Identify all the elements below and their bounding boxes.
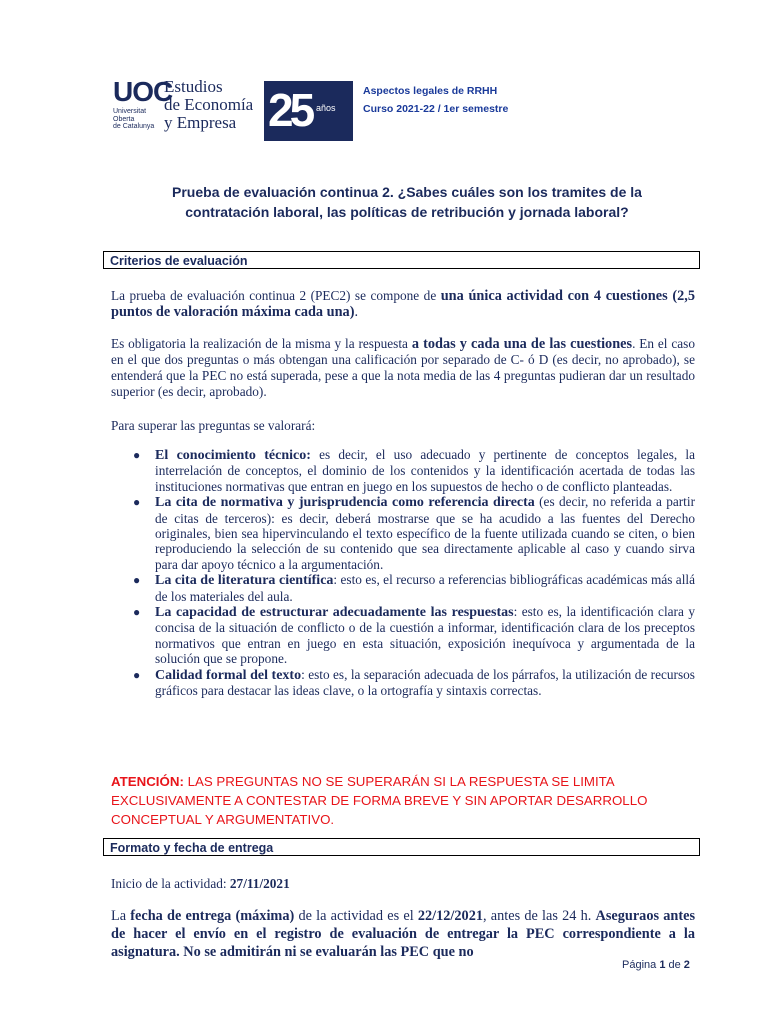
uoc-logo-mark: UOC xyxy=(113,76,173,107)
warning-text: LAS PREGUNTAS NO SE SUPERARÁN SI LA RESPUESTA SE LIMITA EXCLUSIVAMENTE A CONTESTAR DE FORMA BREVE Y SIN APORTAR DESARROLLO CONCEPTUAL Y ARGUMENTATIVO. xyxy=(111,774,648,827)
paragraph-due-date: La fecha de entrega (máxima) de la actividad es el 22/12/2021, antes de las 24 h. Aseguraos antes de hacer el envío en el registro de evaluación de entregar la PEC correspondiente a la asignatura. No se admitirán ni se evaluarán las PEC que no xyxy=(111,908,696,960)
course-term: Curso 2021-22 / 1er semestre xyxy=(363,103,509,115)
warning-label: ATENCIÓN: xyxy=(111,774,184,789)
paragraph-intro: La prueba de evaluación continua 2 (PEC2) se compone de una única actividad con 4 cuestiones (2,5 puntos de valoración máxima cada una). xyxy=(111,288,695,320)
section-heading-format: Formato y fecha de entrega xyxy=(103,838,700,856)
list-item: ● La capacidad de estructurar adecuadamente las respuestas: esto es, la identificación clara y concisa de la situación de conflicto o de la cuestión a informar, identificación clara de los preceptos normativos que entran en juego en esta situación, exposición inequívoca y argumentada de la solución que se propone. xyxy=(133,604,695,667)
bullet-icon: ● xyxy=(133,573,141,588)
page-number: Página 1 de 2 xyxy=(622,959,690,971)
uoc-logo-studies: Estudios de Economía y Empresa xyxy=(164,77,254,132)
anniversary-badge xyxy=(264,81,353,141)
list-item: ● El conocimiento técnico: es decir, el uso adecuado y pertinente de conceptos legales, la interrelación de conceptos, el dominio de los contenidos y la identificación acertada de todas las instituciones normativas que entran en juego en los supuestos de hecho o de conflicto planteadas. xyxy=(133,447,695,494)
bullet-icon: ● xyxy=(133,448,141,462)
bullet-icon: ● xyxy=(133,495,141,510)
paragraph-criteria-intro: Para superar las preguntas se valorará: xyxy=(111,418,316,433)
section-heading-criteria: Criterios de evaluación xyxy=(103,251,700,269)
uoc-logo xyxy=(113,78,261,142)
warning-notice xyxy=(111,772,701,829)
criteria-list xyxy=(131,447,695,699)
list-item: ● La cita de normativa y jurisprudencia como referencia directa (es decir, no referida a partir de citas de terceros): es decir, deberá mostrarse que se ha acudido a las fuentes del Derecho originales, bien sea hipervinculando el texto específico de la fuente utilizada cuando se citen, o bien reproduciendo la selección de su contenido que sea directamente aplicable al caso y cuando sirva para dar apoyo técnico a la argumentación. xyxy=(133,494,695,572)
document-title: Prueba de evaluación continua 2. ¿Sabes cuáles son los tramites de la contratación laboral, las políticas de retribución y jornada laboral? xyxy=(172,184,642,220)
badge-number: 25 xyxy=(268,84,312,136)
list-item: ● Calidad formal del texto: esto es, la separación adecuada de los párrafos, la utilización de recursos gráficos para destacar las ideas clave, o la ortografía y sintaxis correctas. xyxy=(133,666,695,699)
start-date: 27/11/2021 xyxy=(229,876,290,891)
badge-suffix: años xyxy=(316,103,336,113)
paragraph-obligatory: Es obligatoria la realización de la misma y la respuesta a todas y cada una de las cuestiones. En el caso en el que dos preguntas o más obtengan una calificación por separado de C- ó D (es decir, no aprobado), se entenderá que la PEC no está superada, pese a que la nota media de las 4 preguntas pudieran dar un resultado superior (es decir, aprobado). xyxy=(111,336,695,399)
list-item: ● La cita de literatura científica: esto es, el recurso a referencias bibliográficas académicas más allá de los materiales del aula. xyxy=(133,572,695,604)
due-date: 22/12/2021 xyxy=(417,908,483,924)
paragraph-start-date: Inicio de la actividad: 27/11/2021 xyxy=(111,876,290,891)
course-info xyxy=(363,82,508,118)
uoc-logo-subtext: Universitat Oberta de Catalunya xyxy=(113,108,155,130)
bullet-icon: ● xyxy=(133,667,141,682)
bullet-icon: ● xyxy=(133,605,141,620)
course-name: Aspectos legales de RRHH xyxy=(363,85,498,97)
